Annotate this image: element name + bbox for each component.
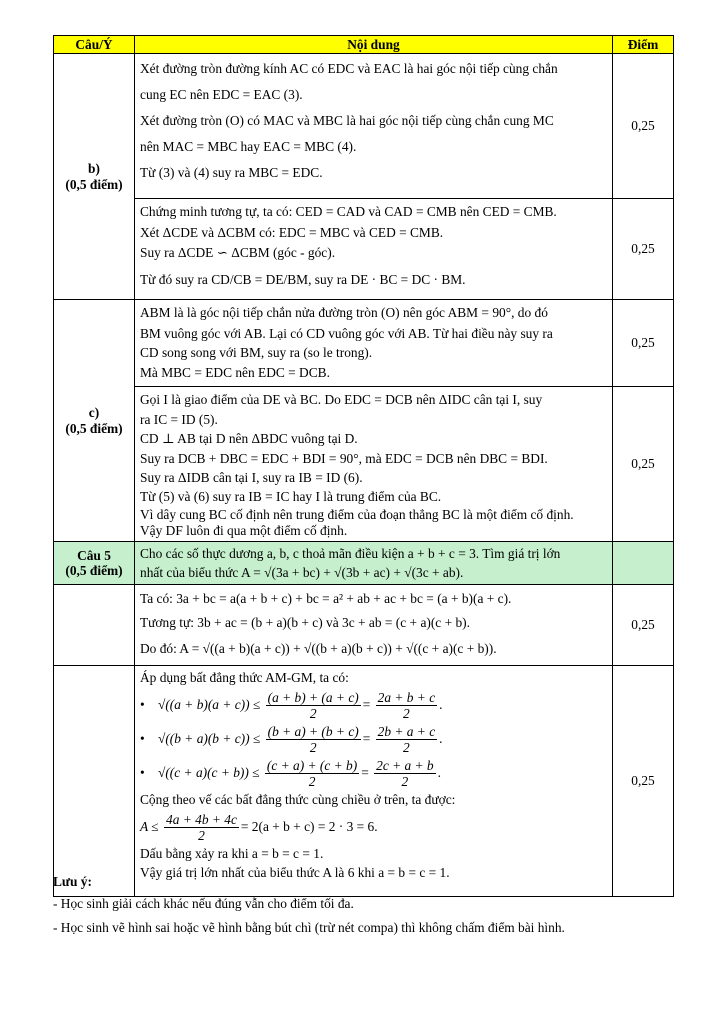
bullet-lhs: √((a + b)(a + c)) ≤ <box>158 697 261 712</box>
fraction <box>266 690 361 721</box>
question-5-points: (0,5 điểm) <box>65 563 123 578</box>
part-b-points: (0,5 điểm) <box>65 176 123 192</box>
part-b-title: b) <box>88 161 100 177</box>
fraction-denominator: 2 <box>403 740 410 756</box>
content-line: BM vuông góc với AB. Lại có CD vuông góc với AB. Từ hai điều này suy ra <box>140 326 553 341</box>
fraction-denominator: 2 <box>401 774 409 790</box>
question-5-score-1: 0,25 <box>613 585 674 666</box>
bullet-icon: • <box>140 697 145 712</box>
content-line: nên MAC = MBC hay EAC = MBC (4). <box>140 139 357 154</box>
content-line: Mà MBC = EDC nên EDC = DCB. <box>140 365 330 380</box>
fraction-denominator: 2 <box>309 740 317 756</box>
final-inequality <box>140 810 607 844</box>
fraction-numerator: 2c + a + b <box>376 758 434 774</box>
part-c-score-1: 0,25 <box>613 300 674 387</box>
equals-sign: = <box>362 731 371 746</box>
fraction <box>266 724 361 755</box>
fraction-denominator: 2 <box>403 706 410 722</box>
empty-label-cell <box>54 585 135 666</box>
part-b-score-1: 0,25 <box>613 54 674 199</box>
part-b-row-2 <box>54 199 674 300</box>
fraction-denominator: 2 <box>308 774 316 790</box>
content-line: ABM là là góc nội tiếp chắn nửa đường tròn (O) nên góc ABM = 90°, do đó <box>140 305 548 320</box>
question-5-block-1 <box>135 585 613 666</box>
bullet-lhs: √((b + a)(b + c)) ≤ <box>158 731 261 746</box>
fraction-denominator: 2 <box>198 828 205 844</box>
content-line: Gọi I là giao điểm của DE và BC. Do EDC = DCB nên ΔIDC cân tại I, suy <box>140 392 543 407</box>
empty-label-cell <box>54 666 135 897</box>
prompt-line: Cho các số thực dương a, b, c thoả mãn điều kiện a + b + c = 3. Tìm giá trị lớn <box>140 546 561 561</box>
fraction-numerator: (a + b) + (a + c) <box>267 690 359 706</box>
fraction-numerator: (c + a) + (c + b) <box>266 758 358 774</box>
content-line: CD ⊥ AB tại D nên ΔBDC vuông tại D. <box>140 431 358 446</box>
fraction <box>376 724 438 755</box>
content-line: Chứng minh tương tự, ta có: CED = CAD và CAD = CMB nên CED = CMB. <box>140 204 557 219</box>
content-line: Dấu bằng xảy ra khi a = b = c = 1. <box>140 846 324 861</box>
part-b-block-1 <box>135 54 613 199</box>
content-line: Áp dụng bất đẳng thức AM-GM, ta có: <box>140 670 349 685</box>
content-line: Từ (5) và (6) suy ra IB = IC hay I là trung điểm của BC. <box>140 489 442 504</box>
part-c-points: (0,5 điểm) <box>65 420 123 436</box>
part-c-row-2 <box>54 387 674 542</box>
final-rest: = 2(a + b + c) = 2 · 3 = 6. <box>240 819 378 834</box>
amgm-bullet-2: • √((b + a)(b + c)) ≤ $\frac{(b + a) + (b + c)}{2}$ = $\frac{2b + a + c}{2}$ . <box>140 722 607 756</box>
part-b-label <box>54 54 135 300</box>
part-c-row-1 <box>54 300 674 387</box>
equals-sign: = <box>362 697 371 712</box>
question-5-block-2 <box>135 666 613 897</box>
content-line: Xét đường tròn (O) có MAC và MBC là hai góc nội tiếp cùng chắn cung MC <box>140 113 554 128</box>
bullet-icon: • <box>140 765 145 780</box>
question-5-score-cell <box>613 542 674 585</box>
final-lhs: A ≤ <box>140 819 159 834</box>
part-b-row-1 <box>54 54 674 199</box>
part-b-block-2 <box>135 199 613 300</box>
content-line: Từ (3) và (4) suy ra MBC = EDC. <box>140 165 323 180</box>
part-b-score-2: 0,25 <box>613 199 674 300</box>
fraction-denominator: 2 <box>309 706 317 722</box>
fraction-numerator: (b + a) + (b + c) <box>267 724 359 740</box>
fraction <box>164 812 239 843</box>
question-5-row-1 <box>54 585 674 666</box>
question-5-row-2 <box>54 666 674 897</box>
bullet-lhs: √((c + a)(c + b)) ≤ <box>158 765 260 780</box>
header-content: Nội dung <box>135 36 613 54</box>
part-c-score-2: 0,25 <box>613 387 674 542</box>
content-line: ra IC = ID (5). <box>140 412 218 427</box>
part-c-title: c) <box>88 405 100 421</box>
content-line: CD song song với BM, suy ra (so le trong). <box>140 345 373 360</box>
question-5-label <box>54 542 135 585</box>
prompt-line: nhất của biểu thức A = √(3a + bc) + √(3b + ac) + √(3c + ab). <box>140 565 464 580</box>
question-5-score-2: 0,25 <box>613 666 674 897</box>
header-question: Câu/Ý <box>54 36 135 54</box>
content-line: Tương tự: 3b + ac = (b + a)(b + c) và 3c + ab = (c + a)(c + b). <box>140 615 470 630</box>
part-c-block-1 <box>135 300 613 387</box>
content-line: Suy ra ΔCDE ∽ ΔCBM (góc - góc). <box>140 245 336 260</box>
header-row <box>54 36 674 54</box>
question-5-row <box>54 542 674 585</box>
part-c-label <box>54 300 135 542</box>
header-score: Điểm <box>613 36 674 54</box>
content-line: Suy ra ΔIDB cân tại I, suy ra IB = ID (6). <box>140 470 363 485</box>
content-line: Vậy giá trị lớn nhất của biểu thức A là 6 khi a = b = c = 1. <box>140 865 450 880</box>
fraction-numerator: 2b + a + c <box>377 724 436 740</box>
content-line: cung EC nên EDC = EAC (3). <box>140 87 303 102</box>
grading-table <box>53 35 674 897</box>
question-5-prompt <box>135 542 613 585</box>
content-line: Xét ΔCDE và ΔCBM có: EDC = MBC và CED = CMB. <box>140 225 444 240</box>
fraction <box>376 690 438 721</box>
fraction <box>374 758 436 789</box>
content-line: Cộng theo vế các bất đẳng thức cùng chiều ở trên, ta được: <box>140 792 456 807</box>
content-line: Vì dây cung BC cố định nên trung điểm của đoạn thẳng BC là một điểm cố định. <box>140 507 574 522</box>
content-line: Từ đó suy ra CD/CB = DE/BM, suy ra DE · BC = DC · BM. <box>140 272 466 287</box>
note-item: - Học sinh giải cách khác nếu đúng vẫn cho điểm tối đa. <box>53 896 354 911</box>
question-5-title: Câu 5 <box>77 547 111 563</box>
equals-sign: = <box>361 765 369 780</box>
fraction-numerator: 2a + b + c <box>377 690 436 706</box>
bullet-icon: • <box>140 731 145 746</box>
fraction-numerator: 4a + 4b + 4c <box>166 812 237 828</box>
amgm-bullet-1: • √((a + b)(a + c)) ≤ $\frac{(a + b) + (a + c)}{2}$ = $\frac{2a + b + c}{2}$ . <box>140 688 607 722</box>
fraction <box>265 758 359 789</box>
amgm-bullet-3: • √((c + a)(c + b)) ≤ $\frac{(c + a) + (c + b)}{2}$ = $\frac{2c + a + b}{2}$ . <box>140 756 607 790</box>
content-line: Vậy DF luôn đi qua một điểm cố định. <box>140 523 348 538</box>
content-line: Do đó: A = √((a + b)(a + c)) + √((b + a)(b + c)) + √((c + a)(c + b)). <box>140 641 497 656</box>
content-line: Suy ra DCB + DBC = EDC + BDI = 90°, mà EDC = DCB nên DBC = BDI. <box>140 451 548 466</box>
note-item: - Học sinh vẽ hình sai hoặc vẽ hình bằng bút chì (trừ nét compa) thì không chấm điểm bài hình. <box>53 920 565 935</box>
notes-title: Lưu ý: <box>53 874 92 889</box>
content-line: Xét đường tròn đường kính AC có EDC và EAC là hai góc nội tiếp cùng chắn <box>140 61 558 76</box>
part-c-block-2 <box>135 387 613 542</box>
content-line: Ta có: 3a + bc = a(a + b + c) + bc = a² + ab + ac + bc = (a + b)(a + c). <box>140 591 512 606</box>
